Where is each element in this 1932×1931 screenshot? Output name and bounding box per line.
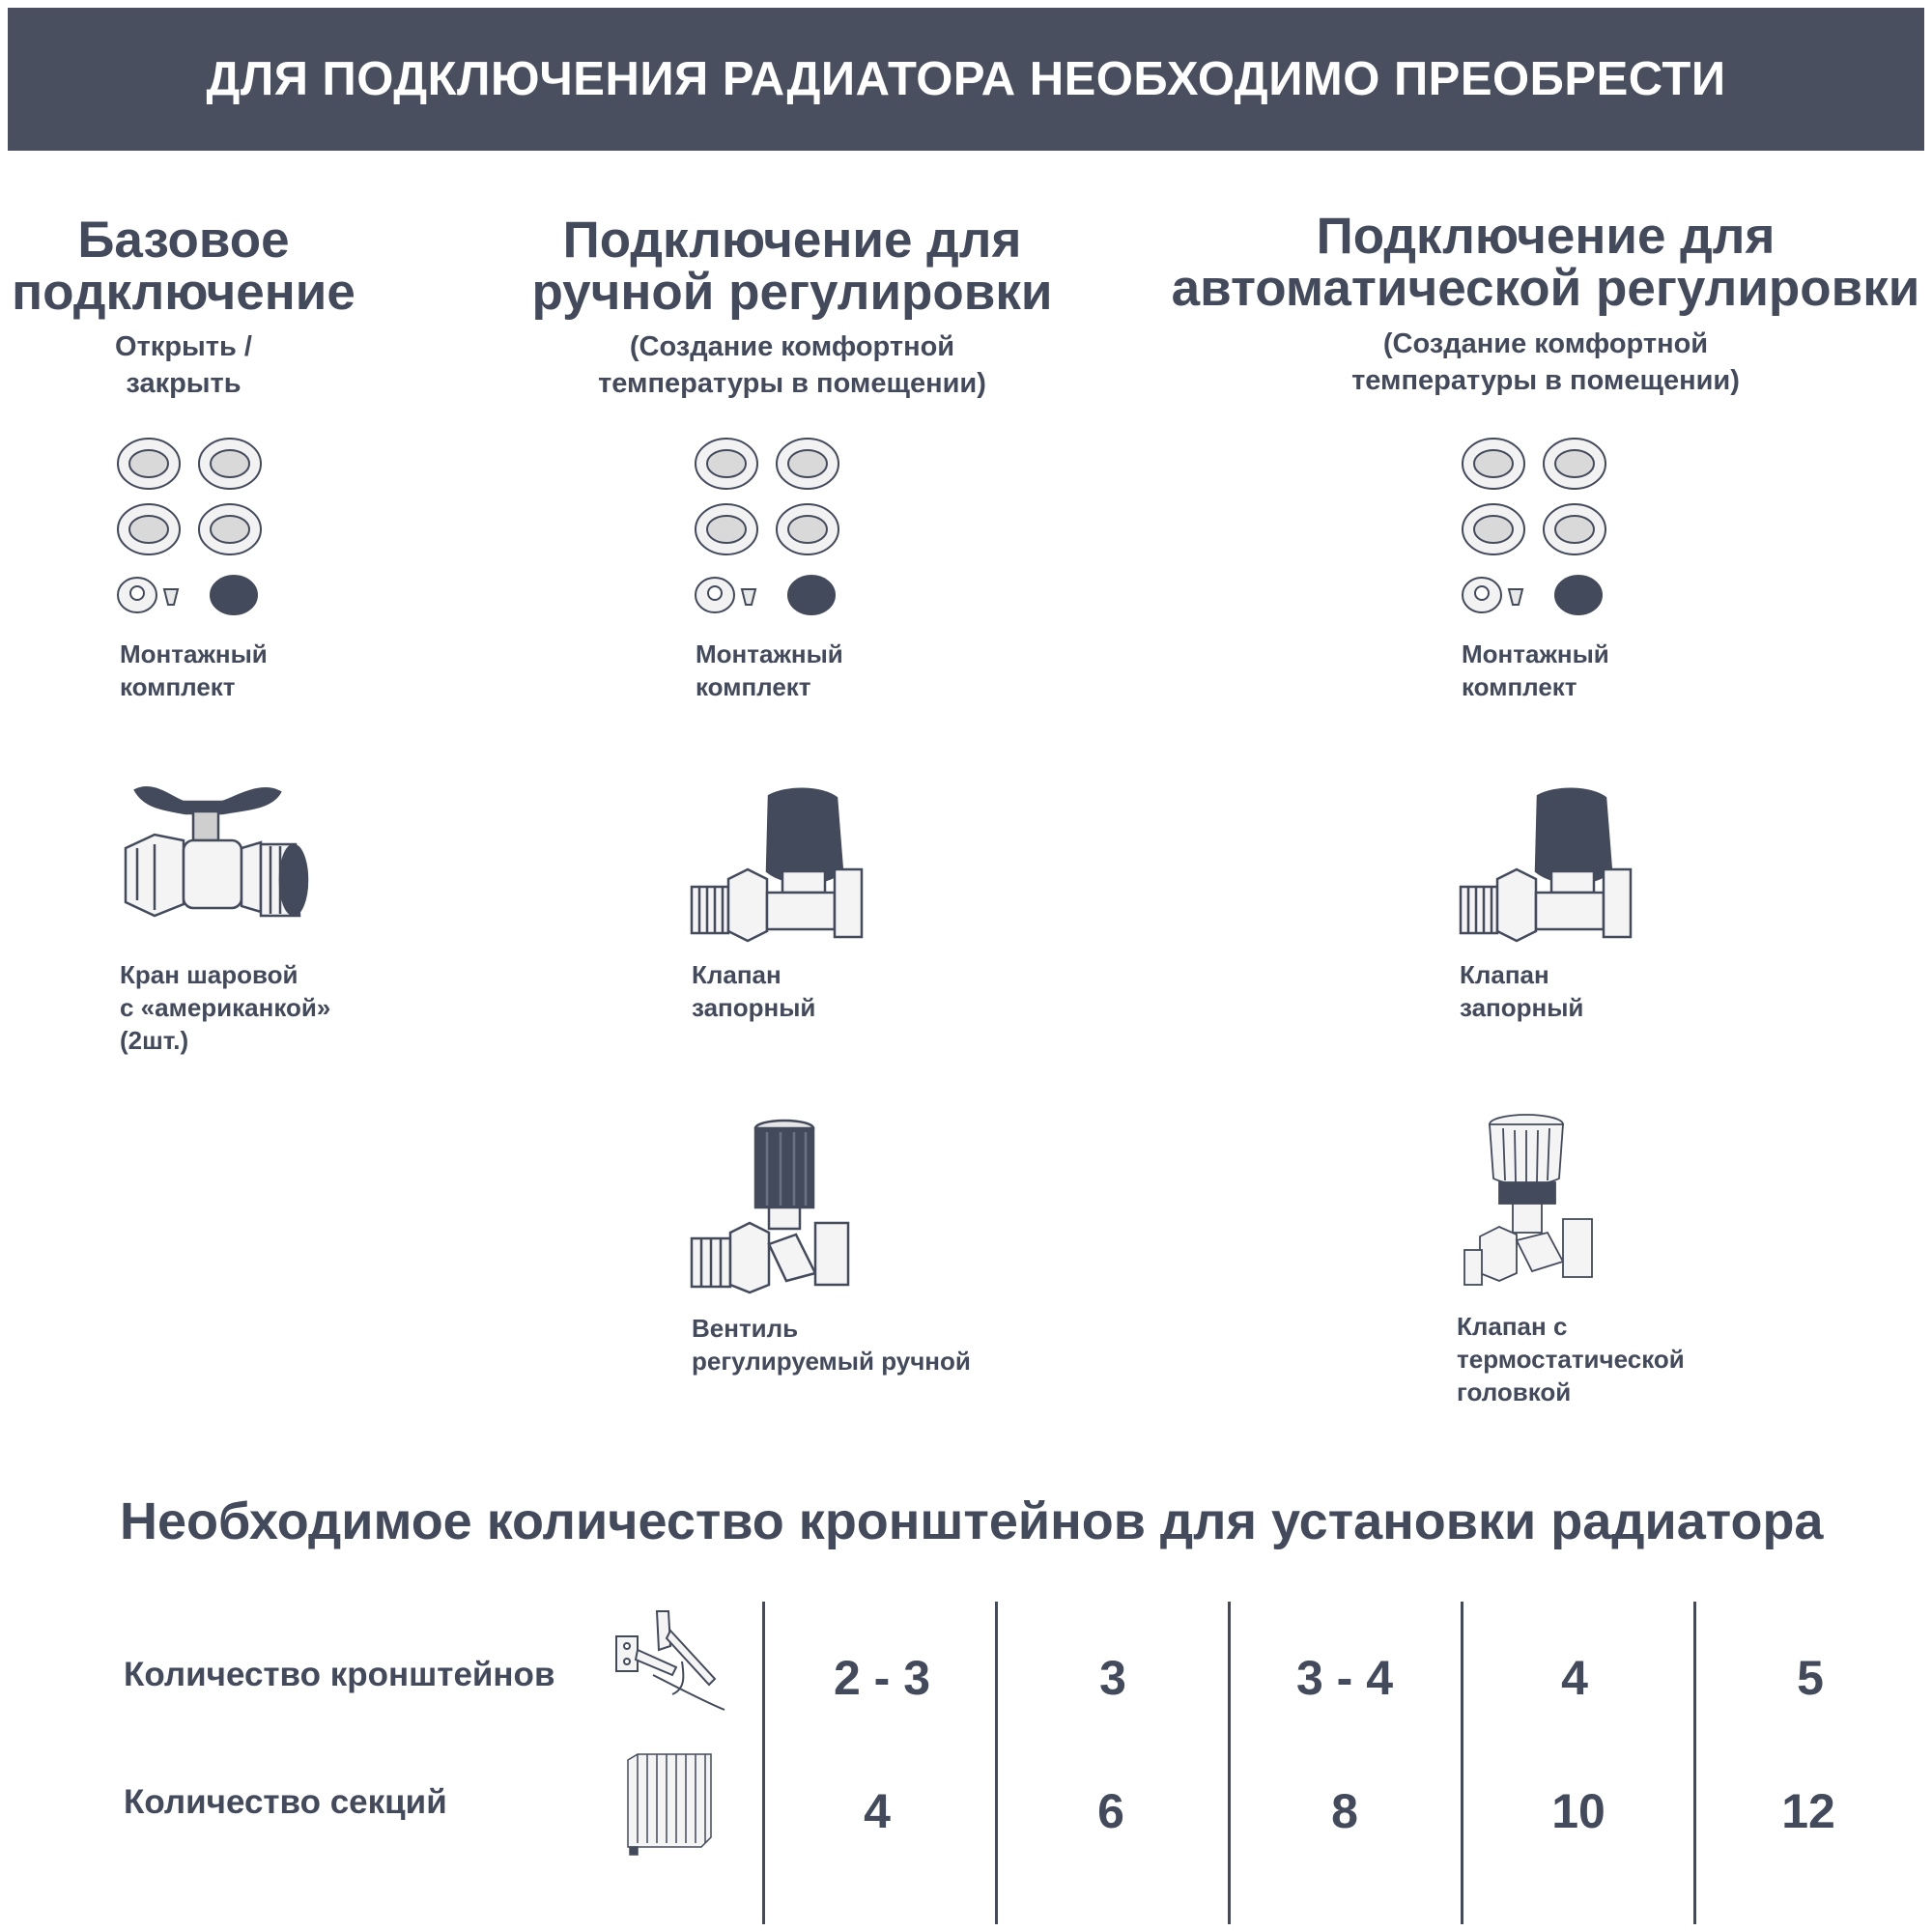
- thermostatic-valve-label-line3: головкой: [1457, 1377, 1572, 1406]
- thermostatic-valve-label-line2: термостатической: [1457, 1345, 1685, 1374]
- table-divider: [995, 1602, 998, 1924]
- sections-count-cell: 8: [1331, 1784, 1358, 1838]
- column-basic-subtitle: [0, 328, 367, 402]
- column-basic-subtitle-line2: закрыть: [126, 368, 242, 399]
- shutoff-valve-icon: [690, 786, 866, 941]
- brackets-count-cell: 3 - 4: [1295, 1651, 1394, 1705]
- ball-valve-label-line1: Кран шаровой: [120, 960, 298, 989]
- banner-title: ДЛЯ ПОДКЛЮЧЕНИЯ РАДИАТОРА НЕОБХОДИМО ПРЕОБРЕСТИ: [206, 53, 1726, 105]
- shutoff-valve-label-line1: Клапан: [1460, 960, 1549, 989]
- sections-count-cell: 10: [1551, 1784, 1605, 1838]
- sections-row-label: Количество секций: [124, 1783, 447, 1821]
- column-basic-title-line2: подключение: [12, 264, 355, 321]
- thermostatic-valve-label: [1457, 1310, 1685, 1408]
- shutoff-valve-label-line2: запорный: [1460, 993, 1584, 1022]
- column-manual-subtitle-line2: температуры в помещении): [598, 368, 986, 399]
- manual-valve-label-line1: Вентиль: [692, 1314, 799, 1343]
- brackets-section-title: Необходимое количество кронштейнов для установки радиатора: [120, 1492, 1824, 1550]
- sections-count-cell: 12: [1781, 1784, 1835, 1838]
- mounting-kit-icon: [1459, 435, 1613, 620]
- mounting-kit-label-line1: Монтажный: [696, 639, 843, 668]
- manual-valve-label-line2: регулируемый ручной: [692, 1347, 971, 1376]
- mounting-kit-icon: [114, 435, 269, 620]
- brackets-row-label: Количество кронштейнов: [124, 1656, 555, 1693]
- ball-valve-icon: [116, 781, 309, 937]
- brackets-count-cell: 5: [1797, 1651, 1824, 1705]
- manual-valve-icon: [690, 1119, 854, 1292]
- column-auto-title-line1: Подключение для: [1316, 208, 1776, 265]
- column-auto-title-line2: автоматической регулировки: [1171, 260, 1920, 317]
- sections-count-cell: 4: [864, 1784, 891, 1838]
- column-manual-subtitle-line1: (Создание комфортной: [629, 331, 955, 362]
- table-divider: [1228, 1602, 1231, 1924]
- sections-count-cell: 6: [1097, 1784, 1124, 1838]
- mounting-kit-label-line1: Монтажный: [120, 639, 268, 668]
- column-manual-title: [483, 214, 1101, 319]
- column-manual-subtitle: [522, 328, 1063, 402]
- column-manual-title-line1: Подключение для: [562, 212, 1022, 269]
- thermostatic-valve-icon: [1461, 1113, 1605, 1291]
- column-basic-title-line1: Базовое: [77, 212, 290, 269]
- mounting-kit-icon: [692, 435, 846, 620]
- ball-valve-label-line2: с «американкой»: [120, 993, 331, 1022]
- shutoff-valve-label-line1: Клапан: [692, 960, 781, 989]
- mounting-kit-label: [120, 638, 268, 703]
- mounting-kit-label-line1: Монтажный: [1462, 639, 1609, 668]
- shutoff-valve-label: [692, 958, 815, 1024]
- column-auto-subtitle-line2: температуры в помещении): [1351, 365, 1740, 396]
- mounting-kit-label: [696, 638, 843, 703]
- column-auto-subtitle-line1: (Создание комфортной: [1382, 328, 1709, 359]
- header-banner: [8, 8, 1924, 151]
- table-divider: [1693, 1602, 1696, 1924]
- table-divider: [762, 1602, 765, 1924]
- shutoff-valve-label-line2: запорный: [692, 993, 816, 1022]
- manual-valve-label: [692, 1312, 971, 1377]
- brackets-count-cell: 2 - 3: [833, 1651, 931, 1705]
- ball-valve-label: [120, 958, 330, 1057]
- column-manual-title-line2: ручной регулировки: [531, 264, 1053, 321]
- column-auto-title: [1159, 208, 1932, 317]
- mounting-kit-label-line2: комплект: [1462, 672, 1577, 701]
- shutoff-valve-icon: [1459, 786, 1634, 941]
- column-auto-subtitle: [1275, 326, 1816, 399]
- thermostatic-valve-label-line1: Клапан с: [1457, 1312, 1568, 1341]
- mounting-kit-label-line2: комплект: [120, 672, 236, 701]
- table-divider: [1461, 1602, 1463, 1924]
- shutoff-valve-label: [1460, 958, 1583, 1024]
- radiator-icon: [626, 1750, 715, 1857]
- bracket-icon: [614, 1607, 730, 1716]
- mounting-kit-label: [1462, 638, 1609, 703]
- ball-valve-label-line3: (2шт.): [120, 1026, 189, 1055]
- mounting-kit-label-line2: комплект: [696, 672, 811, 701]
- column-basic-title: [0, 214, 367, 319]
- column-basic-subtitle-line1: Открыть /: [115, 331, 252, 362]
- brackets-count-cell: 3: [1099, 1651, 1126, 1705]
- brackets-count-cell: 4: [1561, 1651, 1588, 1705]
